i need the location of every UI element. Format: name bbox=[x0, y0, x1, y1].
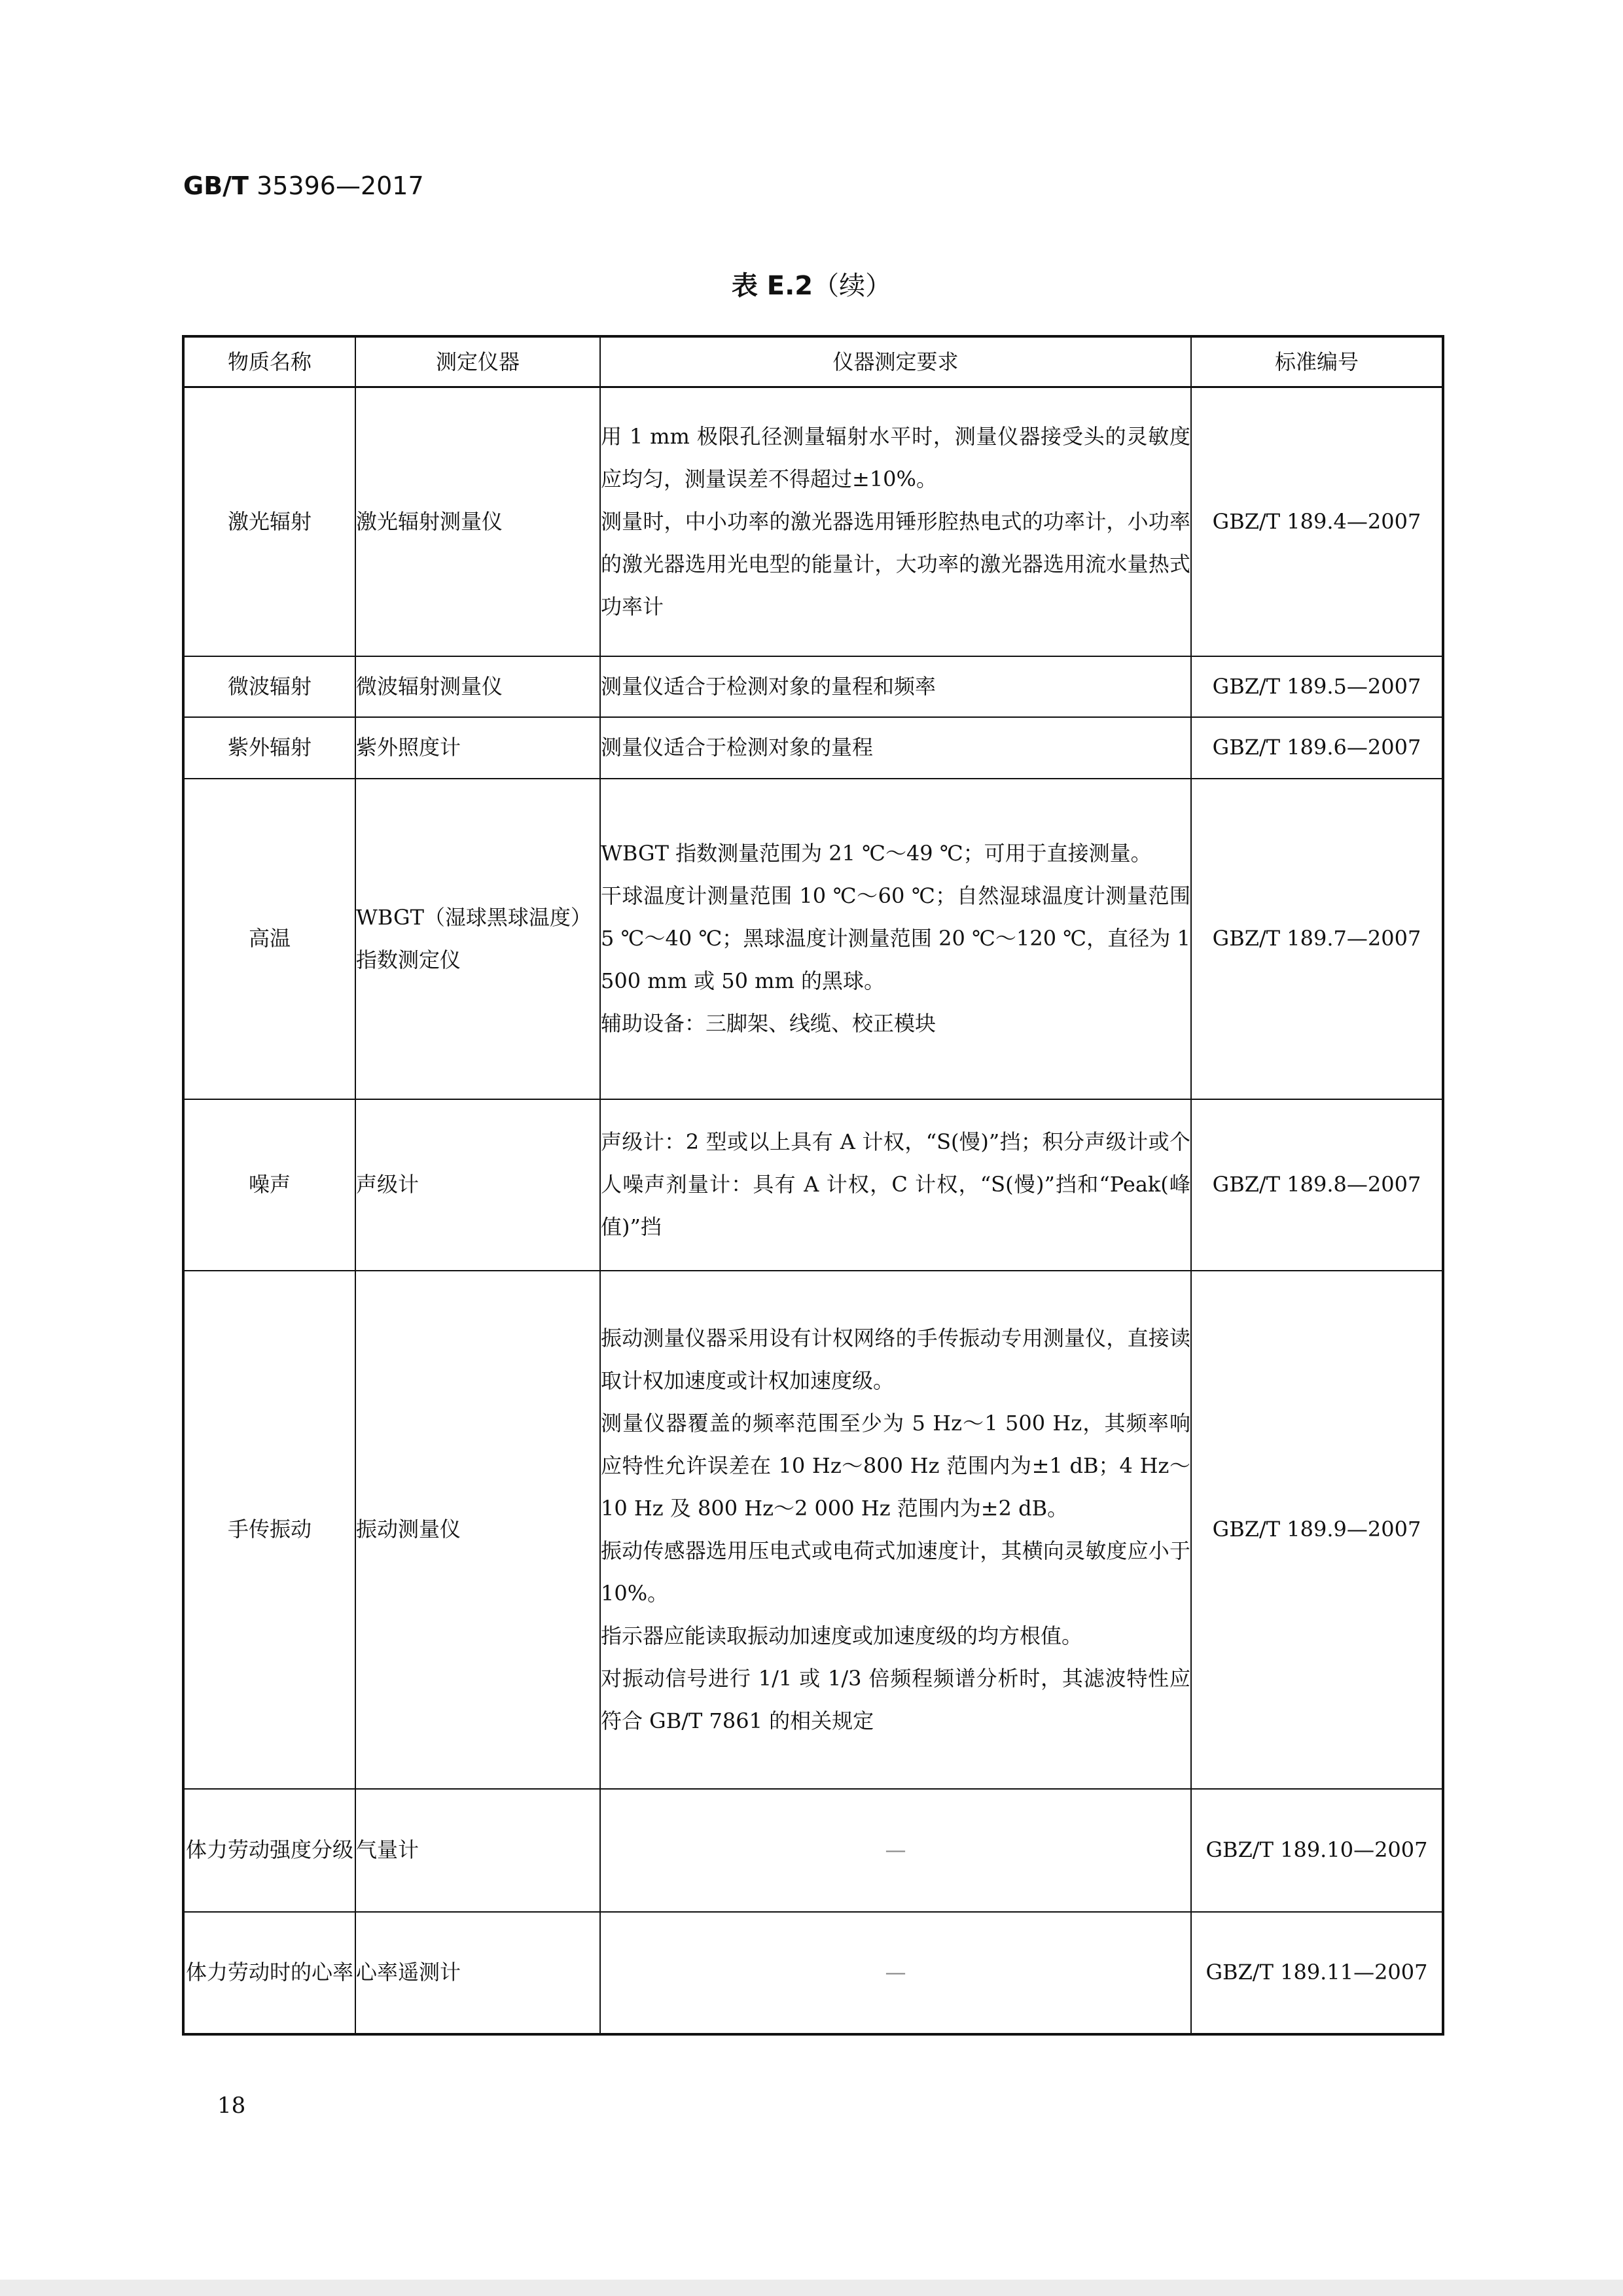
doc-number: 35396—2017 bbox=[257, 171, 424, 200]
table-row bbox=[183, 387, 1443, 656]
column-header-substance: 物质名称 bbox=[183, 336, 355, 387]
table-row bbox=[183, 1912, 1443, 2034]
requirements-cell bbox=[600, 387, 1191, 656]
substance-cell: 手传振动 bbox=[183, 1271, 355, 1789]
table-row bbox=[183, 779, 1443, 1099]
column-header-instrument: 测定仪器 bbox=[355, 336, 600, 387]
requirement-paragraph: 干球温度计测量范围 10 ℃～60 ℃；自然湿球温度计测量范围 5 ℃～40 ℃；黑球温度计测量范围 20 ℃～120 ℃，直径为 1 500 mm 或 50 mm 的黑球。 bbox=[601, 883, 1190, 993]
table-title bbox=[0, 265, 1623, 302]
requirement-paragraph: 振动测量仪器采用设有计权网络的手传振动专用测量仪，直接读取计权加速度或计权加速度级。 bbox=[601, 1325, 1190, 1393]
requirements-cell bbox=[600, 717, 1191, 779]
document-header bbox=[183, 171, 424, 200]
page-number: 18 bbox=[217, 2093, 246, 2119]
column-header-requirements: 仪器测定要求 bbox=[600, 336, 1191, 387]
substance-cell: 高温 bbox=[183, 779, 355, 1099]
substance-cell: 紫外辐射 bbox=[183, 717, 355, 779]
requirements-cell-empty: — bbox=[600, 1789, 1191, 1912]
substance-cell: 体力劳动强度分级 bbox=[183, 1789, 355, 1912]
standard-cell: GBZ/T 189.10—2007 bbox=[1191, 1789, 1443, 1912]
table-label: 表 E.2 bbox=[731, 271, 813, 301]
instrument-cell: 声级计 bbox=[355, 1099, 600, 1271]
requirements-cell bbox=[600, 1099, 1191, 1271]
requirement-paragraph: 指示器应能读取振动加速度或加速度级的均方根值。 bbox=[601, 1623, 1083, 1648]
substance-cell: 激光辐射 bbox=[183, 387, 355, 656]
table-row bbox=[183, 717, 1443, 779]
table-continued-note: （续） bbox=[813, 271, 892, 301]
instrument-cell: 紫外照度计 bbox=[355, 717, 600, 779]
table-row bbox=[183, 1271, 1443, 1789]
requirement-paragraph: 测量时，中小功率的激光器选用锤形腔热电式的功率计，小功率的激光器选用光电型的能量计，大功率的激光器选用流水量热式功率计 bbox=[601, 508, 1190, 619]
substance-cell: 体力劳动时的心率 bbox=[183, 1912, 355, 2034]
standard-cell: GBZ/T 189.4—2007 bbox=[1191, 387, 1443, 656]
requirement-paragraph: 用 1 mm 极限孔径测量辐射水平时，测量仪器接受头的灵敏度应均匀，测量误差不得超过±10%。 bbox=[601, 423, 1190, 491]
standard-cell: GBZ/T 189.8—2007 bbox=[1191, 1099, 1443, 1271]
requirements-cell-empty: — bbox=[600, 1912, 1191, 2034]
page-bottom-band bbox=[0, 2280, 1623, 2296]
standard-cell: GBZ/T 189.6—2007 bbox=[1191, 717, 1443, 779]
requirement-paragraph: 测量仪器覆盖的频率范围至少为 5 Hz～1 500 Hz，其频率响应特性允许误差在 10 Hz～800 Hz 范围内为±1 dB；4 Hz～10 Hz 及 800 Hz～2 000 Hz 范围内为±2 dB。 bbox=[601, 1410, 1190, 1521]
column-header-standard: 标准编号 bbox=[1191, 336, 1443, 387]
table-row bbox=[183, 1099, 1443, 1271]
substance-cell: 微波辐射 bbox=[183, 656, 355, 717]
standard-cell: GBZ/T 189.11—2007 bbox=[1191, 1912, 1443, 2034]
requirements-cell bbox=[600, 656, 1191, 717]
instrument-cell: WBGT（湿球黑球温度）指数测定仪 bbox=[355, 779, 600, 1099]
requirement-paragraph: 声级计：2 型或以上具有 A 计权，“S(慢)”挡；积分声级计或个人噪声剂量计：具有 A 计权，C 计权，“S(慢)”挡和“Peak(峰值)”挡 bbox=[601, 1129, 1190, 1239]
instrument-cell: 激光辐射测量仪 bbox=[355, 387, 600, 656]
standard-cell: GBZ/T 189.5—2007 bbox=[1191, 656, 1443, 717]
requirement-paragraph: 辅助设备：三脚架、线缆、校正模块 bbox=[601, 1011, 936, 1036]
requirement-paragraph: 振动传感器选用压电式或电荷式加速度计，其横向灵敏度应小于 10%。 bbox=[601, 1538, 1190, 1606]
requirements-cell bbox=[600, 779, 1191, 1099]
table-header-row bbox=[183, 336, 1443, 387]
instrument-requirements-table bbox=[182, 335, 1444, 2036]
substance-cell: 噪声 bbox=[183, 1099, 355, 1271]
requirements-cell bbox=[600, 1271, 1191, 1789]
doc-code: GB/T bbox=[183, 171, 249, 200]
standard-cell: GBZ/T 189.9—2007 bbox=[1191, 1271, 1443, 1789]
requirement-paragraph: 测量仪适合于检测对象的量程和频率 bbox=[601, 673, 936, 699]
standard-cell: GBZ/T 189.7—2007 bbox=[1191, 779, 1443, 1099]
requirement-paragraph: WBGT 指数测量范围为 21 ℃～49 ℃；可用于直接测量。 bbox=[601, 841, 1152, 866]
instrument-cell: 振动测量仪 bbox=[355, 1271, 600, 1789]
table-row bbox=[183, 1789, 1443, 1912]
table-row bbox=[183, 656, 1443, 717]
instrument-cell: 气量计 bbox=[355, 1789, 600, 1912]
instrument-cell: 微波辐射测量仪 bbox=[355, 656, 600, 717]
requirement-paragraph: 对振动信号进行 1/1 或 1/3 倍频程频谱分析时，其滤波特性应符合 GB/T 7861 的相关规定 bbox=[601, 1665, 1190, 1733]
requirement-paragraph: 测量仪适合于检测对象的量程 bbox=[601, 735, 874, 760]
instrument-cell: 心率遥测计 bbox=[355, 1912, 600, 2034]
